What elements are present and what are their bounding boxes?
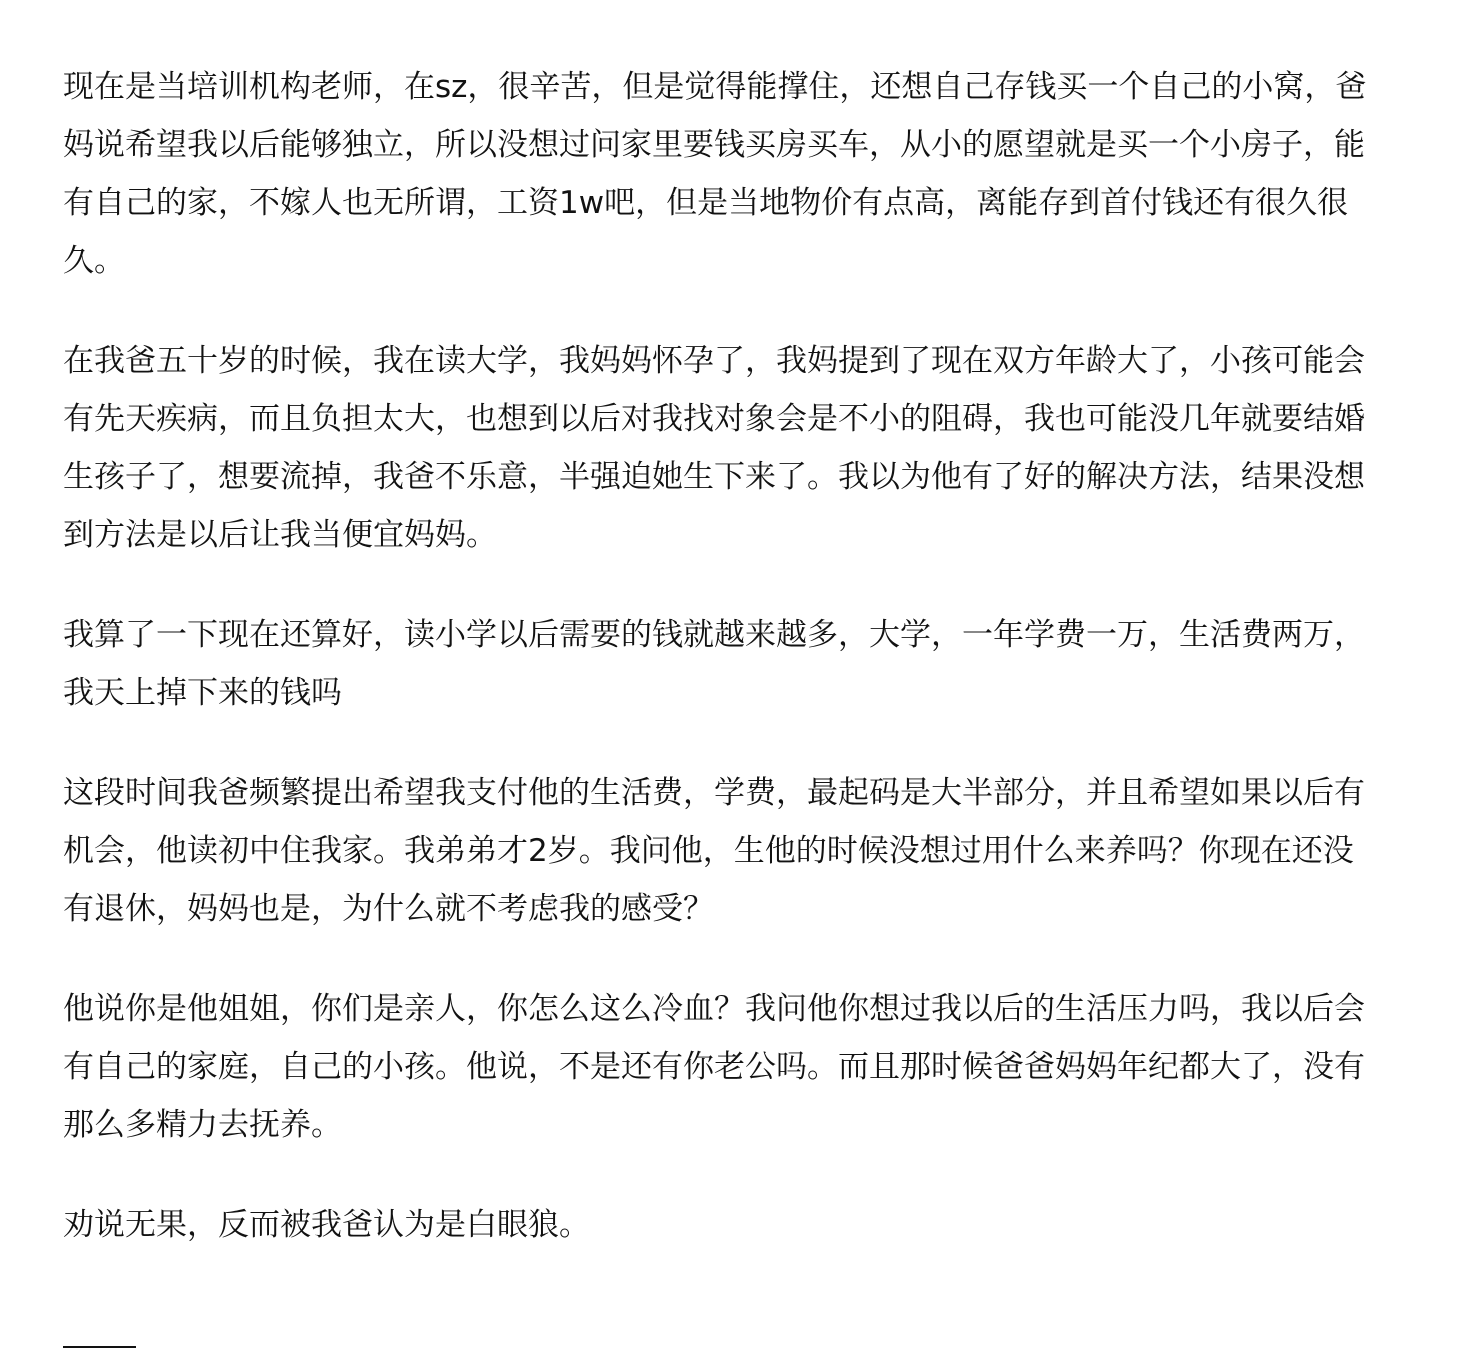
paragraph-2: 在我爸五十岁的时候，我在读大学，我妈妈怀孕了，我妈提到了现在双方年龄大了，小孩可能会有先天疾病，而且负担太大，也想到以后对我找对象会是不小的阻碍，我也可能没几年就要结婚生孩子了，想要流掉，我爸不乐意，半强迫她生下来了。我以为他有了好的解决方法，结果没想到方法是以后让我当便宜妈妈。 [63, 343, 1365, 553]
paragraph-3: 我算了一下现在还算好，读小学以后需要的钱就越来越多，大学，一年学费一万，生活费两万，我天上掉下来的钱吗 [63, 617, 1365, 711]
section-divider [63, 1346, 136, 1348]
article-body [63, 58, 1383, 1254]
paragraph-6: 劝说无果，反而被我爸认为是白眼狼。 [63, 1207, 590, 1243]
paragraph-1: 现在是当培训机构老师，在sz，很辛苦，但是觉得能撑住，还想自己存钱买一个自己的小窝，爸妈说希望我以后能够独立，所以没想过问家里要钱买房买车，从小的愿望就是买一个小房子，能有自己的家，不嫁人也无所谓，工资1w吧，但是当地物价有点高，离能存到首付钱还有很久很久。 [63, 69, 1367, 279]
paragraph-5: 他说你是他姐姐，你们是亲人，你怎么这么冷血？我问他你想过我以后的生活压力吗，我以后会有自己的家庭，自己的小孩。他说，不是还有你老公吗。而且那时候爸爸妈妈年纪都大了，没有那么多精力去抚养。 [63, 991, 1365, 1143]
paragraph-4: 这段时间我爸频繁提出希望我支付他的生活费，学费，最起码是大半部分，并且希望如果以后有机会，他读初中住我家。我弟弟才2岁。我问他，生他的时候没想过用什么来养吗？你现在还没有退休，妈妈也是，为什么就不考虑我的感受？ [63, 775, 1365, 927]
